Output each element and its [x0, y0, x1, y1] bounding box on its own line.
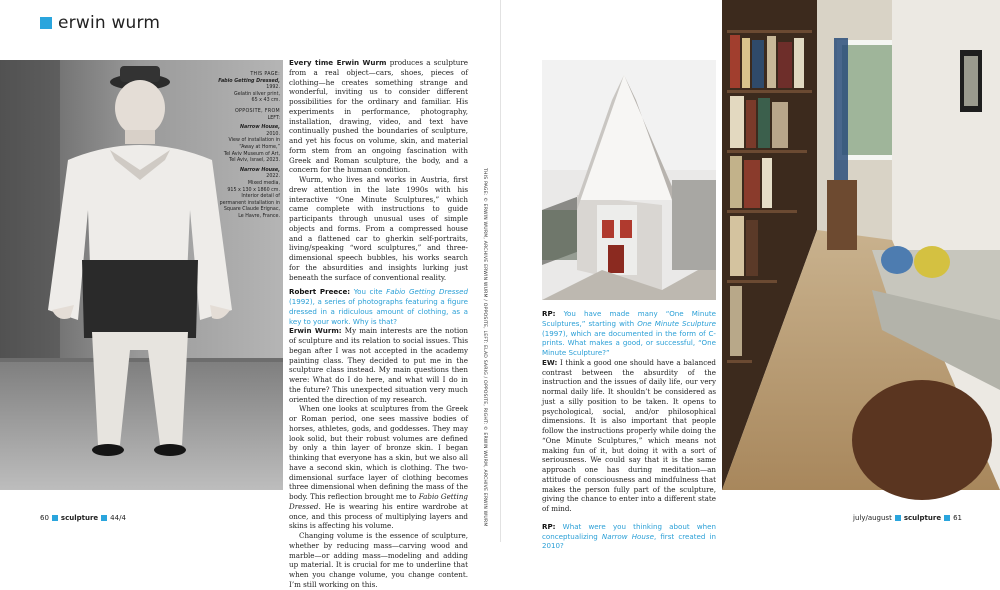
intro-paragraph	[289, 58, 468, 175]
intro-lead: Every time Erwin Wurm	[289, 58, 387, 67]
caption-this-page-title: Fabio Getting Dressed,	[218, 78, 280, 84]
left-page	[0, 0, 500, 589]
caption-opp1-line4: Tel Aviv, Israel, 2023.	[229, 158, 280, 164]
footer-right-issue: july/august	[853, 514, 892, 522]
answer-1	[289, 326, 468, 404]
photo-credit-vertical	[479, 168, 487, 527]
caption-opposite-label-1: OPPOSITE, FROM	[234, 108, 280, 114]
footer-right	[853, 514, 962, 522]
article-column-2	[542, 309, 716, 551]
question-1	[289, 287, 468, 326]
section-header	[40, 13, 160, 33]
caption-opp1-line3: Tel Aviv Museum of Art,	[223, 151, 280, 157]
q3-text-a: What were you thinking about when conceptualizing	[542, 521, 716, 541]
q1-text-b: (1992), a series of photographs featuring a figure dressed in a ridiculous amount of clothing, as a key to your work. Why is that?	[289, 297, 468, 326]
question-2	[542, 309, 716, 358]
footer-left-page-number: 60	[40, 514, 49, 522]
q3-speaker: RP:	[542, 521, 556, 531]
q2-speaker: RP:	[542, 309, 556, 318]
house-illustration	[542, 60, 716, 300]
caption-opp2-line3: Interior detail of	[241, 194, 280, 200]
caption-opposite-label-2: LEFT:	[267, 115, 280, 121]
caption-this-page-medium: Gelatin silver print,	[234, 91, 280, 97]
caption-opp2-line1: Mixed media,	[247, 180, 280, 186]
answer-1-paragraph-3: Changing volume is the essence of sculpture, whether by reducing mass—carving wood and marble—or adding mass—modeling and adding up material. It is crucial for me to underline that when you change volume, you change content. I’m still working on this.	[289, 531, 468, 589]
paragraph-2: Wurm, who lives and works in Austria, first drew attention in the late 1990s with his interactive “One Minute Sculptures,” which came complete with instructions to guide participants through unusual uses of simple objects and forms. From a compressed house and a flattened car to gherkin self-portraits, living/speaking “word sculptures,” and three-dimensional speech bubbles, his works search for the absurdities and insights lurking just beneath the surface of conventional reality.	[289, 175, 468, 282]
caption-opp2-year: 2022.	[266, 174, 280, 180]
header-square-icon	[40, 17, 52, 29]
caption-opp1-line1: View of installation in	[228, 138, 280, 144]
a1-p2-end: . He is wearing his entire wardrobe at once, and this process of multiplying layers and skins is affecting his volume.	[289, 501, 468, 531]
caption-this-page-size: 65 x 43 cm.	[251, 98, 280, 104]
photo-narrow-house-interior	[722, 0, 1000, 490]
footer-right-magazine: sculpture	[903, 514, 942, 522]
a1-p2-title: Fabio Getting Dressed	[289, 492, 468, 511]
a2-text: I think a good one should have a balanced contrast between the absurdity of the instruction and the issues of daily life, our very normal daily life. It shouldn’t be considered as just a silly position to be taken. It opens to psychological, social, and/or philosophical dimensions. It is also important that people follow the instructions properly while doing the “One Minute Sculptures,” which means not making fun of it, but doing it with a sort of seriousness. We could say that it is the same approach one has during meditation—an attitude of consciousness and mindfulness that makes the person fully part of the sculpture, giving the chance to enter into a different state of mind.	[542, 357, 716, 513]
footer-left-magazine: sculpture	[60, 514, 99, 522]
caption-opp1-line2: “Away at Home,”	[239, 144, 280, 150]
caption-this-page-label: THIS PAGE:	[250, 72, 280, 77]
answer-1-paragraph-2	[289, 404, 468, 531]
article-column-1	[289, 58, 469, 589]
photo-caption	[200, 68, 280, 220]
q2-text-b: (1997), which are documented in the form of C-prints. What makes a good, or successful, “One Minute Sculpture?”	[542, 328, 716, 357]
a1-text: My main interests are the notion of sculpture and its relation to social issues. This began after I was not accepted in the academy painting class. They decided to put me in the sculpture class instead. My main questions then were: What do I do here, and what will I do in the future? This unexpected situation very much oriented the direction of my research.	[289, 326, 469, 404]
footer-left	[40, 514, 126, 522]
a2-speaker: EW:	[542, 357, 558, 367]
footer-right-square-icon	[895, 515, 901, 521]
photo-credit-text: THIS PAGE: © ERWIN WURM, ARCHIVE ERWIN WURM / OPPOSITE, LEFT: ELAD SARIG / OPPOSITE, RIGHT: © ERWIN WURM, ARCHIVE ERWIN WURM	[482, 168, 487, 527]
caption-opp2-line6: Le Havre, France.	[238, 213, 280, 219]
caption-opp2-line5: Square Claude Erignac,	[223, 207, 280, 213]
caption-opp1-title: Narrow House,	[239, 125, 280, 131]
caption-opp1-year: 2010.	[266, 131, 280, 137]
corridor-illustration	[722, 0, 1000, 490]
caption-opp2-line2: 915 x 130 x 1860 cm.	[227, 187, 280, 193]
a1-speaker: Erwin Wurm:	[289, 326, 342, 336]
question-3	[542, 522, 716, 551]
answer-2	[542, 358, 716, 514]
caption-this-page-year: 1992.	[266, 85, 280, 91]
footer-left-square-icon-2	[101, 515, 107, 521]
q1-text-a: You cite	[350, 287, 387, 297]
footer-right-page-number: 61	[953, 514, 962, 522]
footer-right-square-icon-2	[944, 515, 950, 521]
q2-title: One Minute Sculpture	[637, 318, 716, 328]
q3-title: Narrow House	[601, 531, 654, 541]
a1-p2-text: When one looks at sculptures from the Greek or Roman period, one sees massive bodies of horses, athletes, gods, and goddesses. They may look solid, but their robust volumes are defined by only a thin layer of bronze skin. I began thinking that everyone has a skin, but we also all have a second skin, which is clothing. The two-dimensional surface layer of clothing becomes three dimensional when defining the mass of the body. This reflection brought me to	[289, 404, 468, 501]
caption-opp2-title: Narrow House,	[239, 167, 280, 173]
q1-speaker: Robert Preece:	[289, 287, 351, 297]
footer-left-issue: 44/4	[110, 514, 126, 522]
photo-narrow-house-exterior	[542, 60, 716, 300]
q3-text-b: , first created in 2010?	[542, 531, 716, 551]
intro-text: produces a sculpture from a real object—cars, shoes, pieces of clothing—he creates something strange and wonderful, inviting us to consider different possibilities for the ordinary and familiar. His experiments in performance, photography, installation, drawing, video, and text have continually pushed the boundaries of sculpture, and yet his focus on volume, skin, and material form stem from an ongoing fascination with Greek and Roman sculpture, the body, and a concern for the human condition.	[289, 58, 468, 175]
caption-opp2-line4: permanent installation in	[219, 200, 280, 206]
header-title: erwin wurm	[58, 13, 161, 33]
q1-title: Fabio Getting Dressed	[386, 287, 468, 297]
footer-left-square-icon	[52, 515, 58, 521]
q2-text-a: You have made many “One Minute Sculptures,” starting with	[542, 309, 716, 328]
